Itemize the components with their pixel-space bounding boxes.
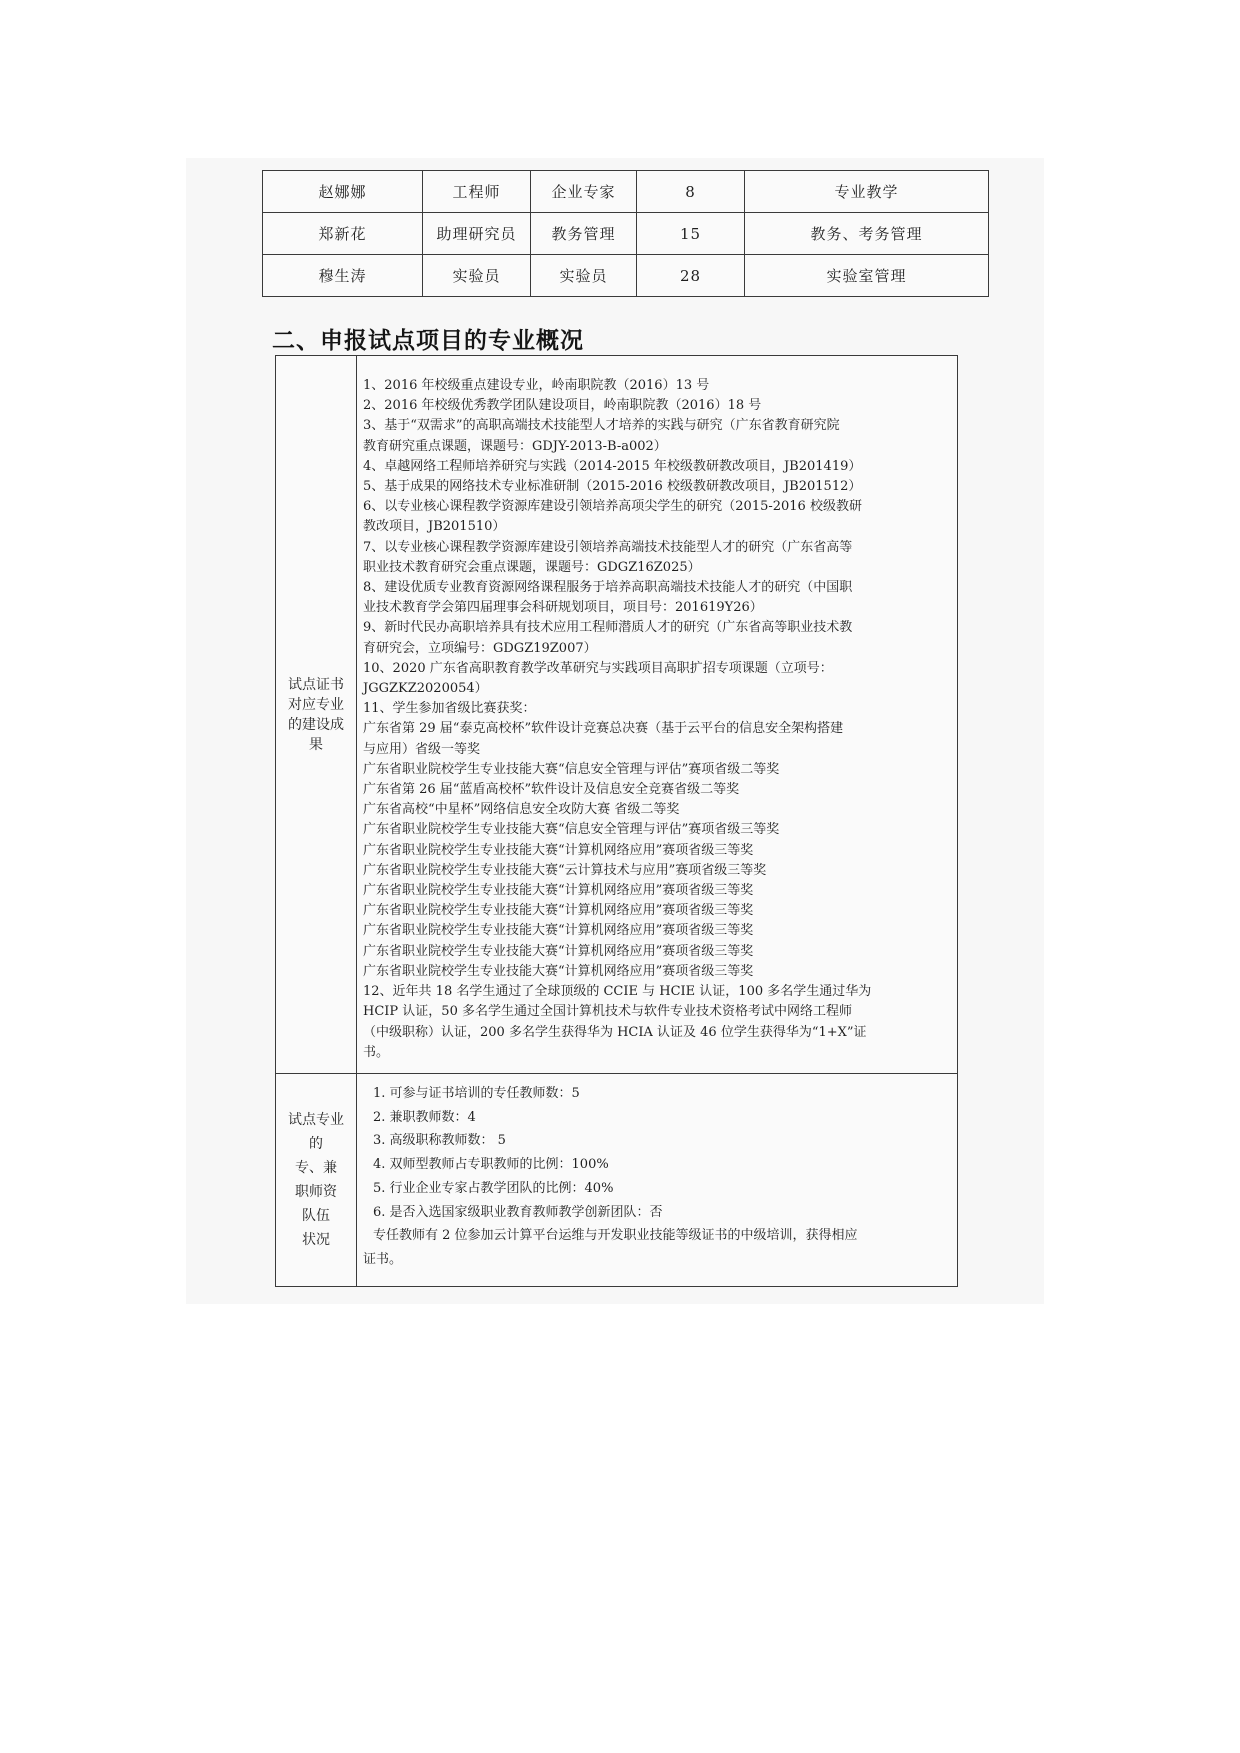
text-line: 广东省职业院校学生专业技能大赛“信息安全管理与评估”赛项省级二等奖 [363,761,780,777]
section-heading: 二、申报试点项目的专业概况 [272,328,584,354]
text-line: 业技术教育学会第四届理事会科研规划项目，项目号：201619Y26） [363,600,763,616]
text-line: 与应用）省级一等奖 [363,741,481,757]
label-line: 试点专业 [288,1112,344,1128]
label-line: 队伍 [302,1208,330,1224]
text-line: 广东省第 29 届“泰克高校杯”软件设计竞赛总决赛（基于云平台的信息安全架构搭建 [363,721,844,737]
label-line: 试点证书 [288,676,344,693]
text-line: 5. 行业企业专家占教学团队的比例：40% [373,1180,614,1196]
staff-row [263,213,989,255]
staff-name-cell: 郑新花 [263,213,423,255]
overview-table [275,355,958,1287]
staff-table [262,170,989,297]
label-line: 的 [309,1136,323,1152]
text-line: 3、基于“双需求”的高职高端技术技能型人才培养的实践与研究（广东省教育研究院 [363,418,840,434]
staff-row [263,171,989,213]
text-line: 6. 是否入选国家级职业教育教师教学创新团队：否 [373,1204,663,1220]
text-line: 9、新时代民办高职培养具有技术应用工程师潜质人才的研究（广东省高等职业技术教 [363,620,853,636]
text-line: 职业技术教育研究会重点课题，课题号：GDGZ16Z025） [363,559,701,575]
staff-name-cell: 穆生涛 [263,255,423,297]
staff-years-cell: 8 [637,171,745,213]
text-line: 1. 可参与证书培训的专任教师数：5 [373,1086,580,1101]
staff-type-cell: 实验员 [531,255,637,297]
text-line: HCIP 认证，50 多名学生通过全国计算机技术与软件专业技术资格考试中网络工程师 [363,1004,852,1020]
text-line: 广东省职业院校学生专业技能大赛“计算机网络应用”赛项省级三等奖 [363,923,754,939]
text-line: JGGZKZ2020054） [363,681,488,697]
label-line: 专、兼 [295,1160,337,1176]
text-line: 10、2020 广东省高职教育教学改革研究与实践项目高职扩招专项课题（立项号： [363,660,833,676]
text-line: 11、学生参加省级比赛获奖： [363,701,536,717]
text-line: 证书。 [363,1251,403,1267]
text-line: 广东省职业院校学生专业技能大赛“计算机网络应用”赛项省级三等奖 [363,903,754,919]
text-line: 2、2016 年校级优秀教学团队建设项目，岭南职院教（2016）18 号 [363,398,762,414]
text-line: 教改项目，JB201510） [363,519,506,535]
staff-title-cell: 实验员 [423,255,531,297]
text-line: 教育研究重点课题，课题号：GDJY-2013-B-a002） [363,438,667,454]
text-line: 书。 [363,1044,390,1060]
text-line: 广东省职业院校学生专业技能大赛“云计算技术与应用”赛项省级三等奖 [363,862,767,878]
staff-duty-cell: 实验室管理 [745,255,989,297]
text-line: 4. 双师型教师占专职教师的比例：100% [373,1157,609,1173]
staff-table-body [263,171,989,297]
achievements-row [276,356,958,1074]
staff-name-cell: 赵娜娜 [263,171,423,213]
faculty-content [357,1074,958,1287]
label-line: 的建设成 [288,716,344,733]
label-line: 状况 [302,1232,330,1248]
achievements-content [357,356,958,1074]
staff-type-cell: 企业专家 [531,171,637,213]
text-line: 3. 高级职称教师数： 5 [373,1133,506,1149]
achievements-label [276,356,357,1074]
staff-title-cell: 工程师 [423,171,531,213]
text-line: 专任教师有 2 位参加云计算平台运维与开发职业技能等级证书的中级培训，获得相应 [373,1228,858,1244]
text-line: 育研究会，立项编号：GDGZ19Z007） [363,640,597,656]
text-line: 广东省职业院校学生专业技能大赛“计算机网络应用”赛项省级三等奖 [363,943,754,959]
text-line: 12、近年共 18 名学生通过了全球顶级的 CCIE 与 HCIE 认证，100 多名学生通过华为 [363,984,872,1000]
text-line: 6、以专业核心课程教学资源库建设引领培养高项尖学生的研究（2015-2016 校级教研 [363,499,862,515]
text-line: 广东省职业院校学生专业技能大赛“信息安全管理与评估”赛项省级三等奖 [363,822,780,838]
text-line: 广东省职业院校学生专业技能大赛“计算机网络应用”赛项省级三等奖 [363,842,754,858]
faculty-label [276,1074,357,1287]
staff-duty-cell: 专业教学 [745,171,989,213]
label-line: 果 [309,736,323,753]
text-line: 2. 兼职教师数：4 [373,1109,476,1125]
staff-row [263,255,989,297]
text-line: （中级职称）认证，200 多名学生获得华为 HCIA 认证及 46 位学生获得华为“1+X”证 [363,1024,867,1040]
text-line: 7、以专业核心课程教学资源库建设引领培养高端技术技能型人才的研究（广东省高等 [363,539,853,555]
text-line: 5、基于成果的网络技术专业标准研制（2015-2016 校级教研教改项目，JB201512） [363,479,862,495]
staff-duty-cell: 教务、考务管理 [745,213,989,255]
faculty-row [276,1074,958,1287]
text-line: 广东省第 26 届“蓝盾高校杯”软件设计及信息安全竞赛省级二等奖 [363,782,740,798]
staff-years-cell: 28 [637,255,745,297]
label-line: 职师资 [295,1184,337,1200]
text-line: 4、卓越网络工程师培养研究与实践（2014-2015 年校级教研教改项目，JB201419） [363,458,862,474]
staff-title-cell: 助理研究员 [423,213,531,255]
staff-type-cell: 教务管理 [531,213,637,255]
text-line: 广东省职业院校学生专业技能大赛“计算机网络应用”赛项省级三等奖 [363,963,754,979]
label-line: 对应专业 [288,696,344,713]
text-line: 8、建设优质专业教育资源网络课程服务于培养高职高端技术技能人才的研究（中国职 [363,580,853,596]
text-line: 1、2016 年校级重点建设专业，岭南职院教（2016）13 号 [363,378,710,393]
staff-years-cell: 15 [637,213,745,255]
text-line: 广东省职业院校学生专业技能大赛“计算机网络应用”赛项省级三等奖 [363,883,754,899]
text-line: 广东省高校“中星杯”网络信息安全攻防大赛 省级二等奖 [363,802,680,818]
